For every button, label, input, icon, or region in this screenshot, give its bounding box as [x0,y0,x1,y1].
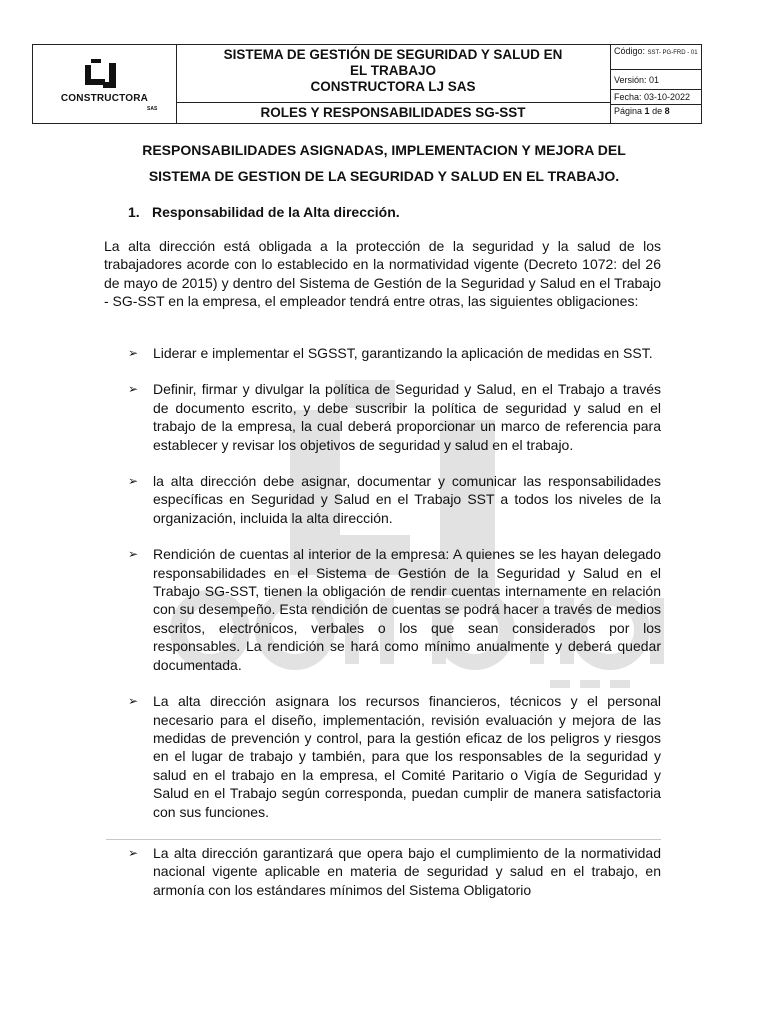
logo-suffix: SAS [147,106,158,112]
document-header [32,44,702,124]
codigo-field [611,45,701,70]
list-item-text: Definir, firmar y divulgar la política de Seguridad y Salud, en el Trabajo a través de documento escrito, y debe suscribir la política de seguridad y salud en el trabajo de la empresa, la cual deberá proporcionar un marco de referencia para establecer y revisar los objetivos de seguridad y salud en el trabajo. [153,381,661,453]
title-line-3: CONSTRUCTORA LJ SAS [310,79,476,94]
list-item-text: Liderar e implementar el SGSST, garantizando la aplicación de medidas en SST. [153,345,653,361]
system-title [176,45,611,103]
fecha-field: Fecha: 03-10-2022 [614,92,691,102]
list-item [128,692,661,821]
arrow-bullet-icon: ➢ [128,474,139,489]
title-line-1: SISTEMA DE GESTIÓN DE SEGURIDAD Y SALUD EN [223,47,563,62]
obligations-list [128,344,661,917]
version-field: Versión: 01 [611,70,701,90]
list-item [128,472,661,527]
list-item-text: la alta dirección debe asignar, documentar y comunicar las responsabilidades específicas en Seguridad y Salud en el Trabajo SST a todos los niveles de la organización, incluida la alta dirección. [153,473,661,526]
section-number: 1. [128,204,140,220]
codigo-value: SST- PG-FRD - 01 [647,50,698,56]
pagina-label: Página [614,106,643,116]
pagina-field [611,104,701,123]
list-item-text: La alta dirección garantizará que opera bajo el cumplimiento de la normatividad nacional vigente aplicable en materia de seguridad y salud en el trabajo, en armonía con los estándares mínimos del Sistema Obligatorio [153,844,661,898]
section-title [128,204,400,220]
pagina-number: 1 [644,106,650,116]
document-subtitle: ROLES Y RESPONSABILIDADES SG-SST [176,103,611,123]
list-item-text: Rendición de cuentas al interior de la empresa: A quienes se les hayan delegado responsabilidades en el Sistema de Gestión de la Seguridad y Salud en el Trabajo SG-SST, tienen la obligación de rendir cuentas internamente en relación con su desempeño. Esta rendición de cuentas se podrá hacer a través de medios escritos, electrónicos, verbales o los que sean considerados por los responsables. La rendición se hará como mínimo anualmente y deberá quedar documentada. [153,546,661,673]
arrow-bullet-icon: ➢ [128,694,139,709]
intro-paragraph: La alta dirección está obligada a la protección de la seguridad y la salud de los trabajadores acorde con lo establecido en la normatividad vigente (Decreto 1072: del 26 de mayo de 2015) y dentro del Sistema de Gestión de la Seguridad y Salud en el Trabajo - SG-SST en la empresa, el empleador tendrá entre otras, las siguientes obligaciones: [104,238,661,310]
logo-cell [33,45,177,123]
pagina-de: de [652,106,663,116]
codigo-label: Código: [614,46,646,56]
logo-name: CONSTRUCTORA [60,93,149,104]
company-logo-icon [81,59,129,93]
main-heading-line-2: SISTEMA DE GESTION DE LA SEGURIDAD Y SALUD EN EL TRABAJO. [148,168,620,184]
arrow-bullet-icon: ➢ [128,382,139,397]
list-item-text: La alta dirección asignara los recursos financieros, técnicos y el personal necesario para el diseño, implementación, revisión evaluación y mejora de las medidas de prevención y control, para la gestión eficaz de los peligros y riesgos en el lugar de trabajo y también, para que los responsables de la seguridad y salud en el trabajo en la empresa, el Comité Paritario o Vigía de Seguridad y Salud en el Trabajo según corresponda, puedan cumplir de manera satisfactoria con sus funciones. [153,693,661,820]
title-line-2: EL TRABAJO [349,63,436,78]
section-title-text: Responsabilidad de la Alta dirección. [152,204,400,220]
pagina-total: 8 [664,106,670,116]
arrow-bullet-icon: ➢ [128,845,139,860]
arrow-bullet-icon: ➢ [128,547,139,562]
list-item [128,380,661,454]
main-heading-line-1: RESPONSABILIDADES ASIGNADAS, IMPLEMENTACION Y MEJORA DEL [142,142,626,158]
arrow-bullet-icon: ➢ [128,346,139,360]
list-item [106,839,661,899]
list-item [128,344,661,362]
list-item [128,545,661,674]
